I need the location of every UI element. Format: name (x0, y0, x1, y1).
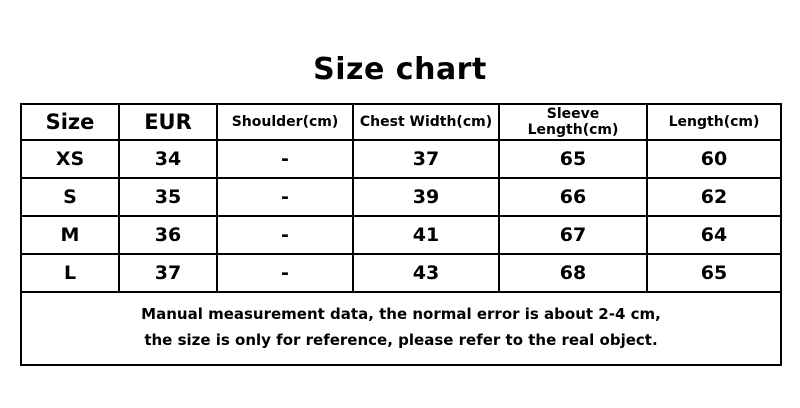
cell-chest-width: 39 (353, 178, 499, 216)
cell-sleeve-length: 65 (499, 140, 647, 178)
cell-eur: 37 (119, 254, 217, 292)
cell-eur: 34 (119, 140, 217, 178)
cell-shoulder: - (217, 178, 353, 216)
cell-shoulder: - (217, 254, 353, 292)
table-body (21, 140, 781, 365)
table-row (21, 254, 781, 292)
column-header-chest-width: Chest Width(cm) (353, 104, 499, 140)
cell-sleeve-length: 68 (499, 254, 647, 292)
cell-length: 60 (647, 140, 781, 178)
cell-size: M (21, 216, 119, 254)
size-chart-container (20, 52, 780, 366)
cell-chest-width: 43 (353, 254, 499, 292)
cell-sleeve-length: 66 (499, 178, 647, 216)
table-note-row (21, 292, 781, 365)
page-title: Size chart (313, 52, 487, 87)
note-line-2: the size is only for reference, please refer to the real object. (144, 331, 658, 350)
cell-eur: 35 (119, 178, 217, 216)
column-header-eur: EUR (119, 104, 217, 140)
column-header-size: Size (21, 104, 119, 140)
cell-eur: 36 (119, 216, 217, 254)
column-header-length: Length(cm) (647, 104, 781, 140)
cell-chest-width: 41 (353, 216, 499, 254)
cell-size: S (21, 178, 119, 216)
cell-length: 64 (647, 216, 781, 254)
table-row (21, 140, 781, 178)
size-chart-table (20, 103, 782, 366)
cell-shoulder: - (217, 216, 353, 254)
table-row (21, 178, 781, 216)
cell-chest-width: 37 (353, 140, 499, 178)
table-header-row (21, 104, 781, 140)
measurement-note (21, 292, 781, 365)
cell-size: XS (21, 140, 119, 178)
table-row (21, 216, 781, 254)
cell-size: L (21, 254, 119, 292)
note-line-1: Manual measurement data, the normal error is about 2-4 cm, (141, 305, 661, 323)
cell-shoulder: - (217, 140, 353, 178)
cell-length: 65 (647, 254, 781, 292)
cell-length: 62 (647, 178, 781, 216)
table-header (21, 104, 781, 140)
column-header-shoulder: Shoulder(cm) (217, 104, 353, 140)
cell-sleeve-length: 67 (499, 216, 647, 254)
column-header-sleeve-length: Sleeve Length(cm) (499, 104, 647, 140)
